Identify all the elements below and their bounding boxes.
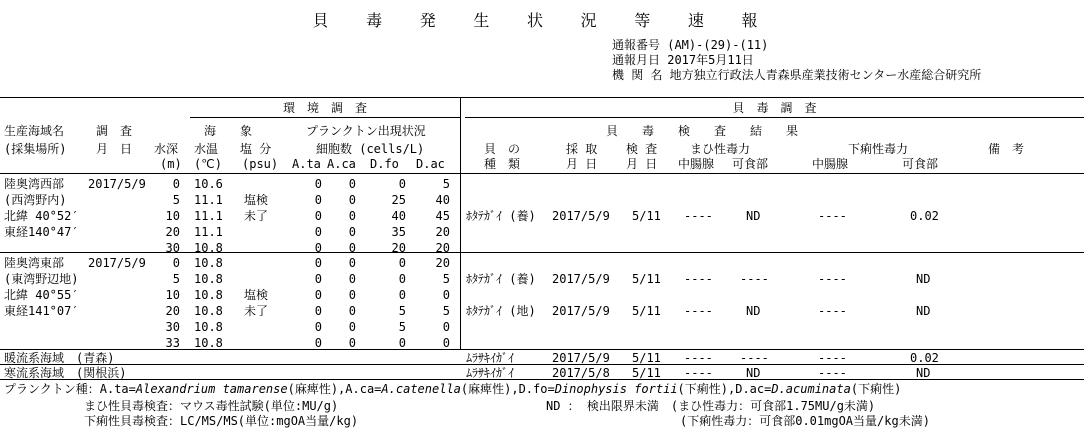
- cell-temp: 10.8: [194, 304, 223, 318]
- report-date: 通報月日 2017年5月11日: [612, 53, 754, 67]
- cell-ata: 0: [314, 256, 322, 270]
- cell-dac: 0: [442, 336, 450, 350]
- plankton-legend: [4, 382, 901, 396]
- area-name: 陸奥湾東部: [4, 256, 65, 270]
- gland2-header: 中腸腺: [812, 157, 849, 171]
- cell-ata: 0: [314, 320, 322, 334]
- cell-aca: 0: [348, 336, 356, 350]
- cell-dac: 45: [435, 209, 450, 223]
- rule-top: [0, 97, 1084, 98]
- shell-type: ﾎﾀﾃｶﾞｲ (地): [466, 304, 536, 318]
- temp-header: 水温: [194, 142, 219, 156]
- cell-dac: 20: [435, 256, 450, 270]
- cell-dac: 40: [435, 193, 450, 207]
- dsp-gland: ----: [818, 304, 847, 318]
- inspect-date: 5/11: [632, 351, 661, 365]
- cell-depth: 20: [165, 225, 180, 239]
- cell-dfo: 0: [398, 336, 406, 350]
- cell-temp: 10.8: [194, 272, 223, 286]
- sample-date: 2017/5/9: [552, 351, 610, 365]
- organization: 機 関 名 地方独立行政法人青森県産業技術センター水産総合研究所: [612, 68, 982, 82]
- dsp-gland: ----: [818, 366, 847, 380]
- depth-header: 水深: [154, 142, 179, 156]
- cell-dfo: 40: [391, 209, 406, 223]
- shell-header: 貝 の: [484, 142, 521, 156]
- col-aca: A.ca: [327, 157, 356, 171]
- cell-ata: 0: [314, 225, 322, 239]
- shell-type: ﾎﾀﾃｶﾞｲ (養): [466, 209, 536, 223]
- cell-temp: 10.8: [194, 336, 223, 350]
- cell-ata: 0: [314, 288, 322, 302]
- rule-tox: [465, 117, 1084, 118]
- cell-aca: 0: [348, 272, 356, 286]
- species-name: Dinophysis fortii: [554, 382, 678, 396]
- legend-part: (下痢性): [850, 382, 902, 396]
- psp-edible: ----: [740, 272, 769, 286]
- shell-type: ﾑﾗｻｷｲｶﾞｲ: [466, 351, 515, 365]
- inspect-date: 5/11: [632, 304, 661, 318]
- dsp-header: 下痢性毒力: [848, 142, 909, 156]
- result-header: 貝 毒 検 査 結 果: [606, 124, 799, 138]
- cell-ata: 0: [314, 193, 322, 207]
- cell-dac: 5: [442, 177, 450, 191]
- edible-header: 可食部: [732, 157, 769, 171]
- psp-gland: ----: [684, 351, 713, 365]
- depth-unit: (m): [160, 157, 182, 171]
- gland-header: 中腸腺: [678, 157, 715, 171]
- cell-aca: 0: [348, 225, 356, 239]
- dsp-edible: ND: [916, 272, 931, 286]
- cell-dac: 5: [442, 272, 450, 286]
- cell-salt: 塩検: [244, 288, 269, 302]
- cell-aca: 0: [348, 193, 356, 207]
- cell-aca: 0: [348, 209, 356, 223]
- cell-depth: 0: [172, 177, 180, 191]
- cell-aca: 0: [348, 177, 356, 191]
- dsp-edible: ND: [916, 366, 931, 380]
- psp-gland: ----: [684, 209, 713, 223]
- edible2-header: 可食部: [902, 157, 939, 171]
- cell-dac: 0: [442, 320, 450, 334]
- cell-salt: 塩検: [244, 193, 269, 207]
- cell-dac: 0: [442, 288, 450, 302]
- cell-depth: 20: [165, 304, 180, 318]
- survey-date: 2017/5/9: [88, 256, 146, 270]
- cell-dfo: 0: [398, 256, 406, 270]
- salt-unit: (psu): [242, 157, 279, 171]
- cell-dfo: 0: [398, 288, 406, 302]
- species-name: Alexandrium tamarense: [135, 382, 288, 396]
- inspect-sub-header: 月 日: [626, 157, 658, 171]
- nd-note: ND ： 検出限界未満 (まひ性毒力：可食部1.75MU/g未満): [546, 399, 876, 413]
- cell-aca: 0: [348, 241, 356, 255]
- psp-gland: ----: [684, 304, 713, 318]
- shell-type: ﾎﾀﾃｶﾞｲ (養): [466, 272, 536, 286]
- cell-temp: 10.8: [194, 320, 223, 334]
- plankton-header: プランクトン出現状況: [306, 124, 426, 138]
- cell-dac: 20: [435, 225, 450, 239]
- psp-edible: ND: [746, 304, 761, 318]
- species-name: A.catenella: [381, 382, 461, 396]
- cell-temp: 10.8: [194, 288, 223, 302]
- dsp-gland: ----: [818, 351, 847, 365]
- inspect-date: 5/11: [632, 272, 661, 286]
- cell-dfo: 5: [398, 304, 406, 318]
- psp-gland: ----: [684, 366, 713, 380]
- inspect-date: 5/11: [632, 209, 661, 223]
- psp-edible: ND: [746, 366, 761, 380]
- legend-part: (麻痺性),A.ca=: [287, 382, 382, 396]
- cell-dfo: 20: [391, 241, 406, 255]
- rule-header: [0, 173, 1084, 174]
- cell-ata: 0: [314, 304, 322, 318]
- sample-date: 2017/5/9: [552, 272, 610, 286]
- cell-temp: 11.1: [194, 209, 223, 223]
- sample-sub-header: 月 日: [566, 157, 598, 171]
- legend-part: プランクトン種：A.ta=: [4, 382, 136, 396]
- area-location: (東湾野辺地): [4, 272, 79, 286]
- area-name: 暖流系海域 (青森): [4, 351, 115, 365]
- cell-ata: 0: [314, 241, 322, 255]
- legend-part: (下痢性),D.ac=: [677, 382, 772, 396]
- dsp-edible: 0.02: [910, 351, 939, 365]
- rule-env: [190, 117, 460, 118]
- dsp-gland: ----: [818, 272, 847, 286]
- psp-method-note: まひ性貝毒検査：マウス毒性試験(単位:MU/g): [84, 399, 339, 413]
- cell-ata: 0: [314, 336, 322, 350]
- psp-edible: ----: [740, 351, 769, 365]
- psp-header: まひ性毒力: [690, 142, 751, 156]
- cell-temp: 10.8: [194, 241, 223, 255]
- dsp-limit-note: (下痢性毒力：可食部0.01mgOA当量/kg未満): [680, 414, 930, 428]
- temp-unit: (℃): [194, 157, 222, 171]
- cell-aca: 0: [348, 288, 356, 302]
- survey-header: 調 査: [96, 124, 133, 138]
- sample-date: 2017/5/9: [552, 304, 610, 318]
- col-dfo: D.fo: [370, 157, 399, 171]
- dsp-method-note: 下痢性貝毒検査：LC/MS/MS(単位:mgOA当量/kg): [84, 414, 359, 428]
- cell-depth: 30: [165, 241, 180, 255]
- sample-header: 採 取: [566, 142, 598, 156]
- dsp-edible: ND: [916, 304, 931, 318]
- cell-aca: 0: [348, 256, 356, 270]
- area-longitude: 東経141°07′: [4, 304, 79, 318]
- sea-header: 海 象: [204, 124, 253, 138]
- shell-sub-header: 種 類: [484, 157, 521, 171]
- area-latitude: 北緯 40°52′: [4, 209, 79, 223]
- tox-header: 貝 毒 調 査: [732, 101, 817, 115]
- cell-dfo: 5: [398, 320, 406, 334]
- species-name: D.acuminata: [771, 382, 851, 396]
- cell-depth: 10: [165, 209, 180, 223]
- dsp-gland: ----: [818, 209, 847, 223]
- cell-dfo: 35: [391, 225, 406, 239]
- cell-depth: 33: [165, 336, 180, 350]
- cell-temp: 11.1: [194, 193, 223, 207]
- cell-depth: 30: [165, 320, 180, 334]
- psp-gland: ----: [684, 272, 713, 286]
- cell-depth: 5: [172, 193, 180, 207]
- area-name: 陸奥湾西部: [4, 177, 65, 191]
- note-header: 備 考: [988, 142, 1025, 156]
- cell-temp: 10.6: [194, 177, 223, 191]
- area-name: 寒流系海域 (関根浜): [4, 366, 127, 380]
- cell-depth: 10: [165, 288, 180, 302]
- legend-part: (麻痺性),D.fo=: [460, 382, 555, 396]
- inspect-header: 検 査: [626, 142, 658, 156]
- shell-type: ﾑﾗｻｷｲｶﾞｲ: [466, 366, 515, 380]
- cell-salt: 未了: [244, 304, 269, 318]
- report-number: 通報番号 (AM)-(29)-(11): [612, 38, 769, 52]
- rule-divider: [460, 97, 461, 349]
- cell-aca: 0: [348, 320, 356, 334]
- area-location: (西湾野内): [4, 193, 67, 207]
- monthday-header: 月 日: [96, 142, 133, 156]
- cell-ata: 0: [314, 209, 322, 223]
- cell-aca: 0: [348, 304, 356, 318]
- cell-depth: 5: [172, 272, 180, 286]
- cell-dac: 5: [442, 304, 450, 318]
- cell-depth: 0: [172, 256, 180, 270]
- cell-dfo: 0: [398, 177, 406, 191]
- sample-date: 2017/5/8: [552, 366, 610, 380]
- cell-ata: 0: [314, 177, 322, 191]
- area-header: 生産海域名: [4, 124, 65, 138]
- psp-edible: ND: [746, 209, 761, 223]
- area-longitude: 東経140°47′: [4, 225, 79, 239]
- inspect-date: 5/11: [632, 366, 661, 380]
- cell-salt: 未了: [244, 209, 269, 223]
- cell-dfo: 0: [398, 272, 406, 286]
- col-ata: A.ta: [292, 157, 321, 171]
- col-dac: D.ac: [416, 157, 445, 171]
- area-latitude: 北緯 40°55′: [4, 288, 79, 302]
- cell-temp: 10.8: [194, 256, 223, 270]
- survey-date: 2017/5/9: [88, 177, 146, 191]
- cell-dac: 20: [435, 241, 450, 255]
- page-title: 貝 毒 発 生 状 況 等 速 報: [312, 11, 772, 30]
- cell-dfo: 25: [391, 193, 406, 207]
- salt-header: 塩 分: [240, 142, 272, 156]
- cell-ata: 0: [314, 272, 322, 286]
- cells-header: 細胞数 (cells/L): [316, 142, 425, 156]
- dsp-edible: 0.02: [910, 209, 939, 223]
- sample-date: 2017/5/9: [552, 209, 610, 223]
- cell-temp: 11.1: [194, 225, 223, 239]
- env-header: 環 境 調 査: [282, 101, 367, 115]
- area-sub-header: (採集場所): [4, 142, 67, 156]
